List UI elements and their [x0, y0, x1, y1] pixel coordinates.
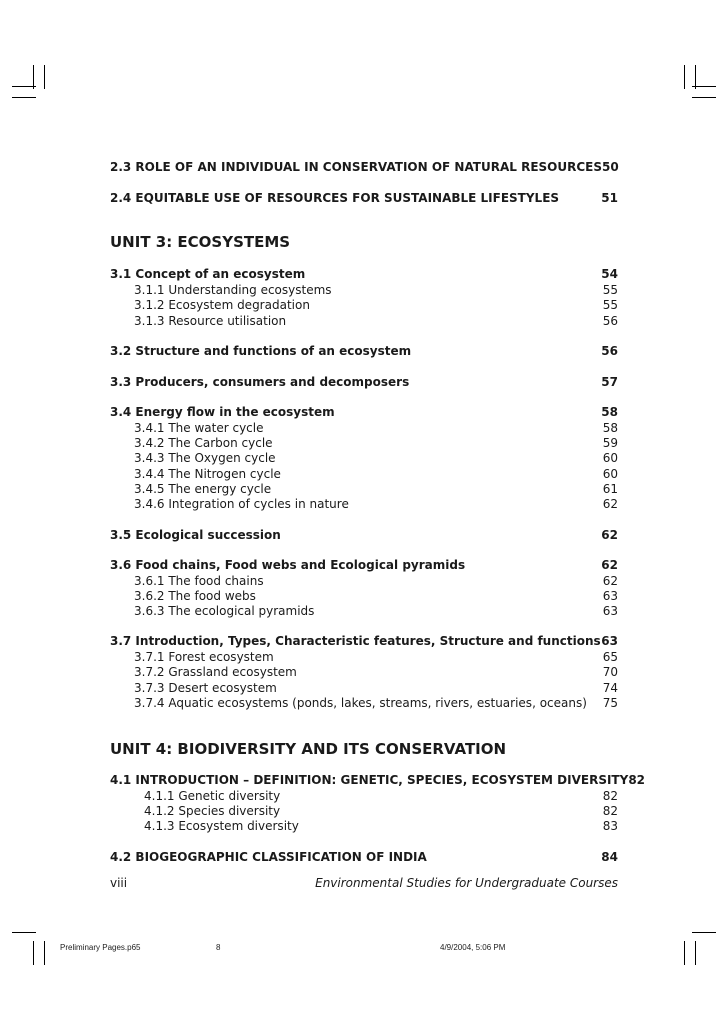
crop-mark [12, 932, 36, 933]
toc-entry-3-7-1: 3.7.1 Forest ecosystem 65 [134, 650, 618, 664]
toc-entry-4-1: 4.1 INTRODUCTION – DEFINITION: GENETIC, SPECIES, ECOSYSTEM DIVERSITY 82 [110, 773, 646, 787]
toc-entry-3-6: 3.6 Food chains, Food webs and Ecological pyramids 62 [110, 558, 618, 572]
crop-mark [12, 97, 36, 98]
toc-entry-3-7-3: 3.7.3 Desert ecosystem 74 [134, 681, 618, 695]
toc-entry-2-3: 2.3 ROLE OF AN INDIVIDUAL IN CONSERVATION OF NATURAL RESOURCES 50 [110, 160, 619, 174]
slug-file-name: Preliminary Pages.p65 [60, 943, 141, 952]
crop-mark [684, 941, 685, 965]
page-number: viii [110, 876, 128, 890]
toc-entry-3-4-3: 3.4.3 The Oxygen cycle 60 [134, 451, 618, 465]
crop-mark [692, 86, 716, 87]
slug-datetime: 4/9/2004, 5:06 PM [440, 943, 506, 952]
toc-entry-2-4: 2.4 EQUITABLE USE OF RESOURCES FOR SUSTAINABLE LIFESTYLES 51 [110, 191, 618, 205]
crop-mark [12, 86, 36, 87]
toc-entry-3-4: 3.4 Energy flow in the ecosystem 58 [110, 405, 618, 419]
toc-entry-3-7: 3.7 Introduction, Types, Characteristic features, Structure and functions 63 [110, 634, 618, 648]
toc-entry-3-6-3: 3.6.3 The ecological pyramids 63 [134, 604, 618, 618]
toc-entry-3-6-1: 3.6.1 The food chains 62 [134, 574, 618, 588]
crop-mark [692, 97, 716, 98]
toc-entry-3-1: 3.1 Concept of an ecosystem 54 [110, 267, 618, 281]
unit-3-heading: UNIT 3: ECOSYSTEMS [110, 233, 291, 251]
crop-mark [692, 932, 716, 933]
toc-entry-3-3: 3.3 Producers, consumers and decomposers 57 [110, 375, 618, 389]
slug-sheet-number: 8 [216, 943, 221, 952]
toc-entry-4-1-3: 4.1.3 Ecosystem diversity 83 [144, 819, 618, 833]
toc-entry-3-7-2: 3.7.2 Grassland ecosystem 70 [134, 665, 618, 679]
crop-mark [695, 941, 696, 965]
toc-entry-3-4-5: 3.4.5 The energy cycle 61 [134, 482, 618, 496]
unit-4-heading: UNIT 4: BIODIVERSITY AND ITS CONSERVATION [110, 740, 507, 758]
toc-entry-3-4-1: 3.4.1 The water cycle 58 [134, 421, 618, 435]
toc-entry-3-5: 3.5 Ecological succession 62 [110, 528, 618, 542]
crop-mark [44, 65, 45, 89]
toc-entry-3-6-2: 3.6.2 The food webs 63 [134, 589, 618, 603]
crop-mark [33, 941, 34, 965]
toc-entry-3-1-1: 3.1.1 Understanding ecosystems 55 [134, 283, 618, 297]
toc-entry-3-4-2: 3.4.2 The Carbon cycle 59 [134, 436, 618, 450]
crop-mark [684, 65, 685, 89]
toc-entry-4-2: 4.2 BIOGEOGRAPHIC CLASSIFICATION OF INDIA 84 [110, 850, 618, 864]
toc-entry-3-1-2: 3.1.2 Ecosystem degradation 55 [134, 298, 618, 312]
book-title: Environmental Studies for Undergraduate Courses [315, 876, 618, 890]
toc-entry-3-4-6: 3.4.6 Integration of cycles in nature 62 [134, 497, 618, 511]
toc-entry-3-2: 3.2 Structure and functions of an ecosystem 56 [110, 344, 618, 358]
toc-entry-3-7-4: 3.7.4 Aquatic ecosystems (ponds, lakes, streams, rivers, estuaries, oceans) 75 [134, 696, 618, 710]
toc-entry-4-1-2: 4.1.2 Species diversity 82 [144, 804, 618, 818]
toc-entry-3-1-3: 3.1.3 Resource utilisation 56 [134, 314, 618, 328]
toc-entry-3-4-4: 3.4.4 The Nitrogen cycle 60 [134, 467, 618, 481]
toc-entry-4-1-1: 4.1.1 Genetic diversity 82 [144, 789, 618, 803]
crop-mark [44, 941, 45, 965]
